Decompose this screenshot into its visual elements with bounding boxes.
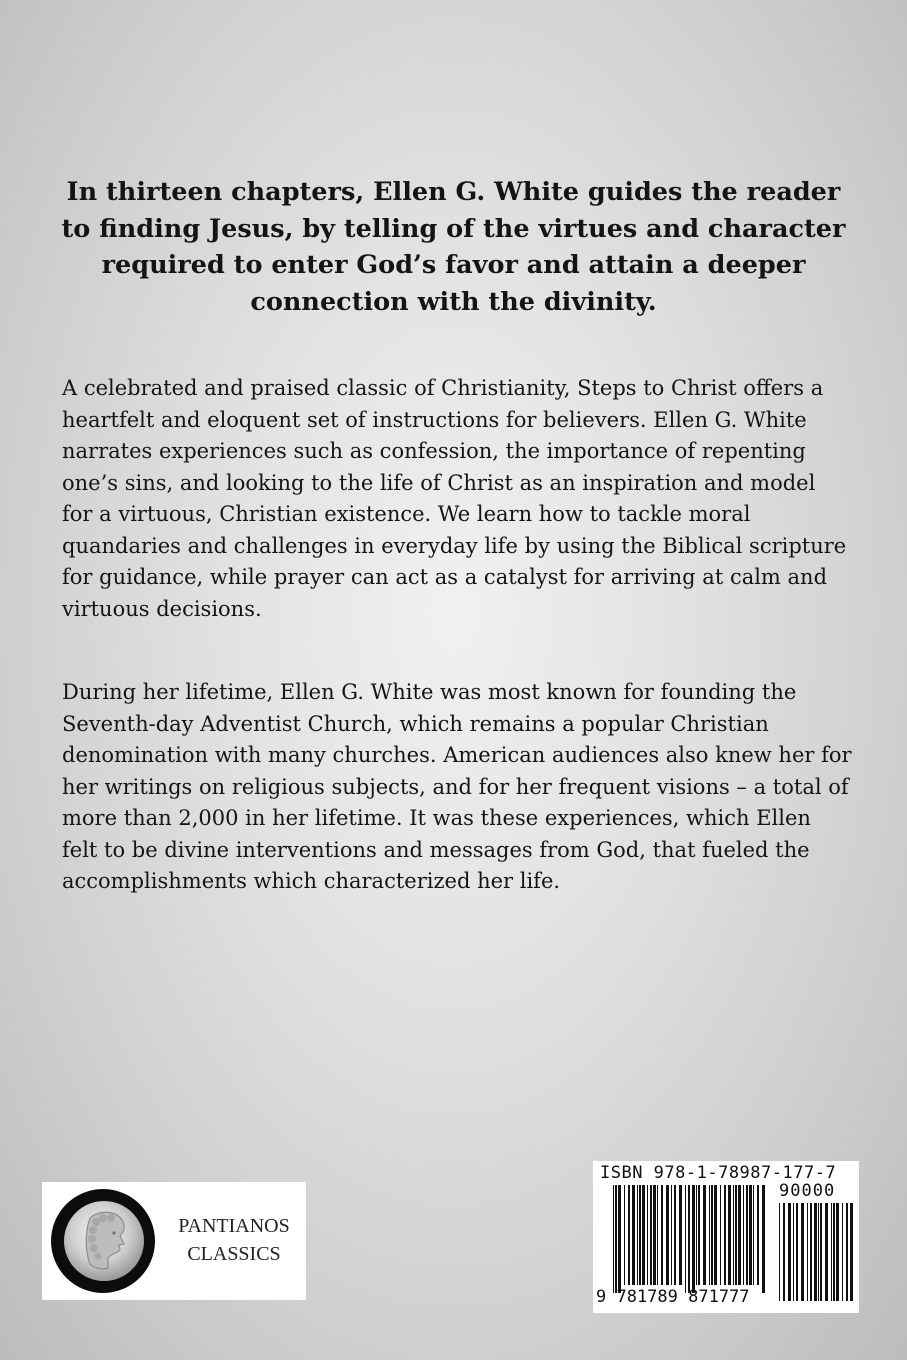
back-cover-tagline: In thirteen chapters, Ellen G. White guides the reader to finding Jesus, by telling of the virtues and character required to enter God’s favor and attain a deeper connection with the divinity. <box>61 177 846 317</box>
publisher-name-line-2: CLASSICS <box>187 1243 281 1265</box>
publisher-logo <box>42 1182 306 1300</box>
isbn-label: ISBN 978-1-78987-177-7 <box>600 1163 837 1183</box>
publisher-name-line-1: PANTIANOS <box>178 1215 290 1237</box>
isbn-barcode <box>593 1161 859 1313</box>
coin-medallion-icon <box>50 1188 156 1294</box>
barcode-addon-digits: 90000 <box>779 1181 836 1201</box>
description-paragraph-1: A celebrated and praised classic of Christianity, Steps to Christ offers a heartfelt and eloquent set of instructions for believers. Ellen G. White narrates experiences such as confession, the importance of repenting one’s sins, and looking to the life of Christ as an inspiration and model for a virtuous, Christian existence. We learn how to tackle moral quandaries and challenges in everyday life by using the Biblical scripture for guidance, while prayer can act as a catalyst for arriving at calm and virtuous decisions. <box>62 376 847 621</box>
barcode-digits: 9 781789 871777 <box>596 1287 750 1307</box>
description-paragraph-2: During her lifetime, Ellen G. White was most known for founding the Seventh-day Adventist Church, which remains a popular Christian denomination with many churches. American audiences also knew her for her writings on religious subjects, and for her frequent visions – a total of more than 2,000 in her lifetime. It was these experiences, which Ellen felt to be divine interventions and messages from God, that fueled the accomplishments which characterized her life. <box>62 680 852 893</box>
publisher-name <box>164 1212 304 1268</box>
